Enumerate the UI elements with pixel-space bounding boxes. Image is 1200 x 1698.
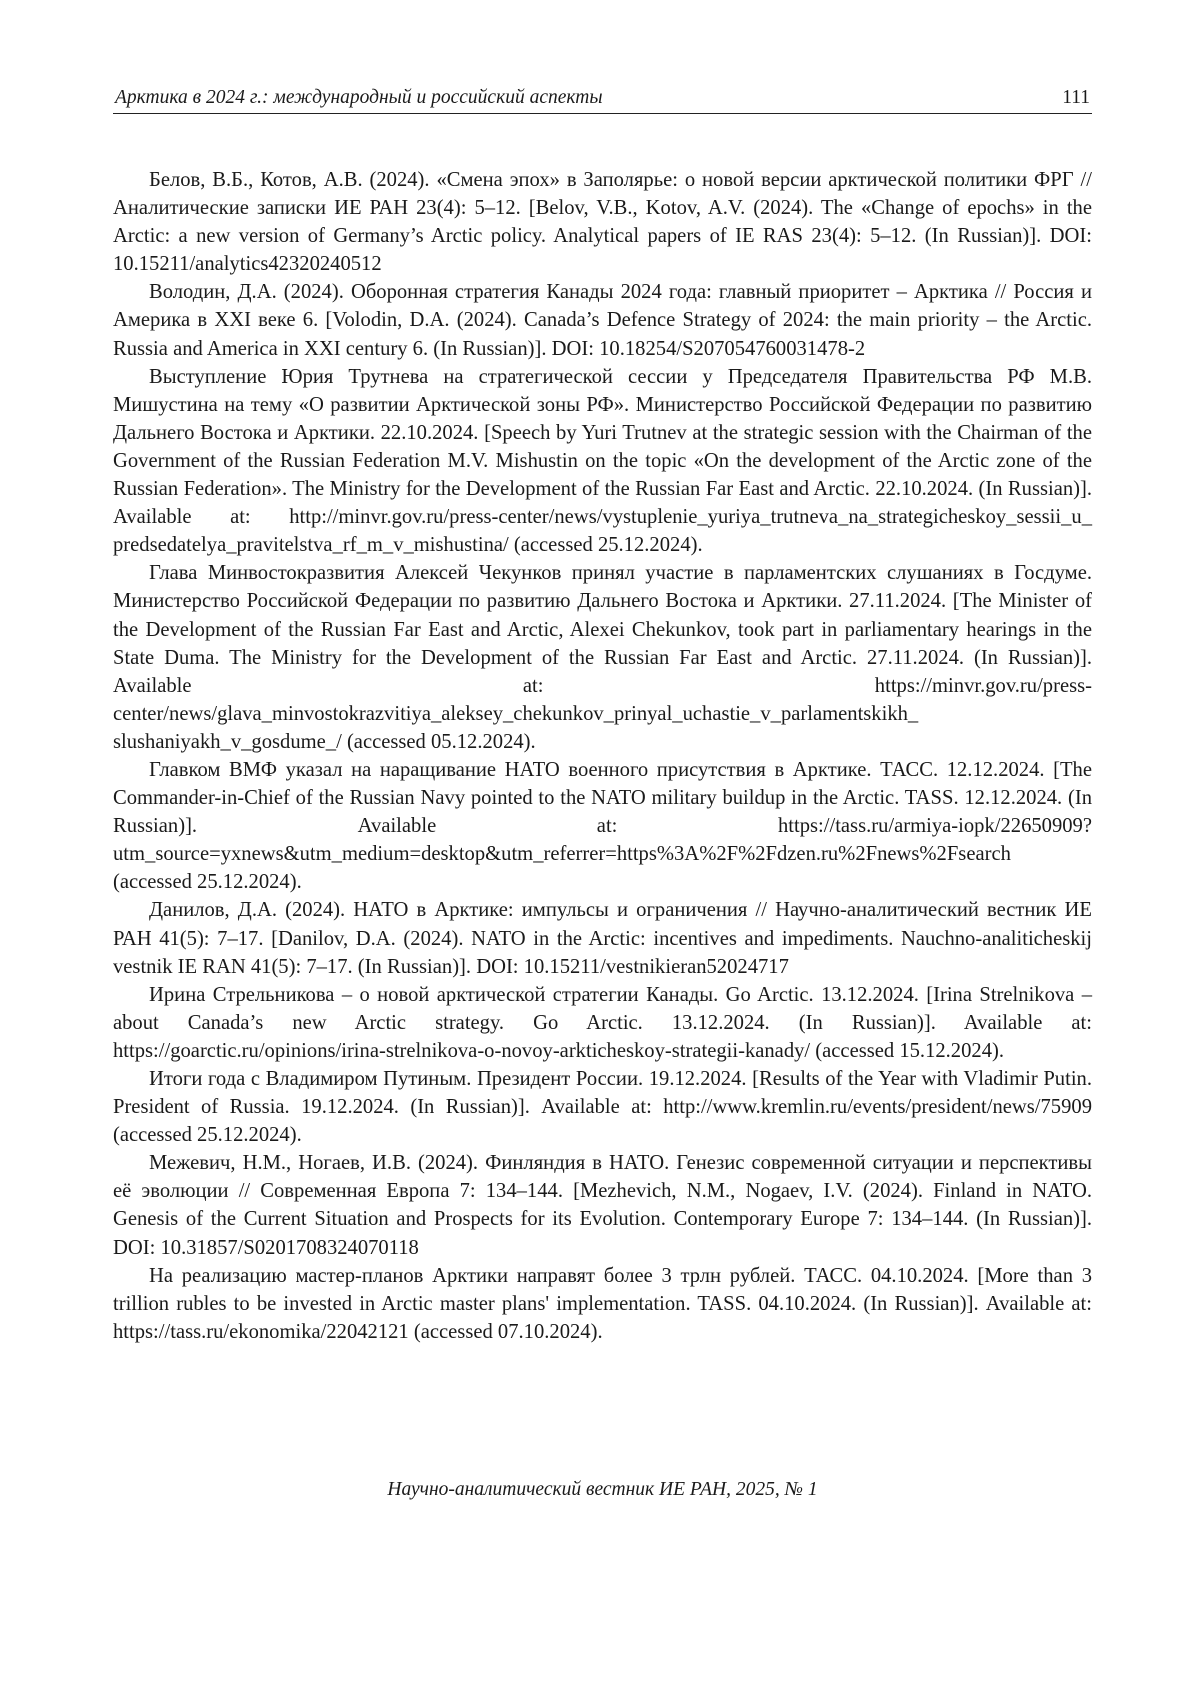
page-number: 111 xyxy=(1062,87,1090,108)
running-title: Арктика в 2024 г.: международный и российский аспекты xyxy=(115,87,603,108)
reference-entry-strelnikova: Ирина Стрельникова – о новой арктической стратегии Канады. Go Arctic. 13.12.2024. [Irina Strelnikova – about Canada’s new Arctic strategy. Go Arctic. 13.12.2024. (In Russian)]. Available at: https://goarctic.ru/opinions/irina-strelnikova-o-novoy-arkticheskoy-strategii-kanady/ (accessed 15.12.2024). xyxy=(113,983,1092,1062)
reference-entry-navy-commander: Главком ВМФ указал на наращивание НАТО военного присутствия в Арктике. ТАСС. 12.12.2024. [The Commander-in-Chief of the Russian Navy pointed to the NATO military buildup in the Arctic. TASS. 12.12.2024. (In Russian)]. Available at: https://tass.ru/armiya-iopk/22650909?utm_source=yxnews&utm_medium=desktop&utm_referrer=https%3A%2F%2Fdzen.ru%2Fnews%2Fsearch (accessed 25.12.2024). xyxy=(113,758,1092,894)
running-footer: Научно-аналитический вестник ИЕ РАН, 2025, № 1 xyxy=(387,1479,818,1500)
running-header xyxy=(113,84,1092,114)
reference-entry-chekunkov: Глава Минвостокразвития Алексей Чекунков принял участие в парламентских слушаниях в Госдуме. Министерство Российской Федерации по развитию Дальнего Востока и Арктики. 27.11.2024. [The Minister of the Development of the Russian Far East and Arctic, Alexei Chekunkov, took part in parliamentary hearings in the State Duma. The Ministry for the Development of the Russian Far East and Arctic. 27.11.2024. (In Russian)]. Available at: https://minvr.gov.ru/presscenter/news/glava_minvostokrazvitiya_aleksey_chekunkov_prinyal_uchastie_v_parlamentskikh_ slushaniyakh_v_gosdume_/ (accessed 05.12.2024). xyxy=(113,562,1092,753)
reference-entry-volodin: Володин, Д.А. (2024). Оборонная стратегия Канады 2024 года: главный приоритет – Арктика // Россия и Америка в XXI веке 6. [Volodin, D.A. (2024). Canada’s Defence Strategy of 2024: the main priority – the Arctic. Russia and America in XXI century 6. (In Russian)]. DOI: 10.18254/S207054760031478-2 xyxy=(113,281,1092,360)
reference-entry-putin-results: Итоги года с Владимиром Путиным. Президент России. 19.12.2024. [Results of the Year with Vladimir Putin. President of Russia. 19.12.2024. (In Russian)]. Available at: http://www.kremlin.ru/events/president/news/75909 (accessed 25.12.2024). xyxy=(113,1068,1092,1147)
reference-entry-mezhevich-nogaev: Межевич, Н.М., Ногаев, И.В. (2024). Финляндия в НАТО. Генезис современной ситуации и перспективы её эволюции // Современная Европа 7: 134–144. [Mezhevich, N.M., Nogaev, I.V. (2024). Finland in NATO. Genesis of the Current Situation and Prospects for its Evolution. Contemporary Europe 7: 134–144. (In Russian)]. DOI: 10.31857/S0201708324070118 xyxy=(113,1152,1092,1259)
reference-entry-arctic-master-plans: На реализацию мастер-планов Арктики направят более 3 трлн рублей. ТАСС. 04.10.2024. [More than 3 trillion rubles to be invested in Arctic master plans' implementation. TASS. 04.10.2024. (In Russian)]. Available at: https://tass.ru/ekonomika/22042121 (accessed 07.10.2024). xyxy=(113,1264,1092,1343)
reference-list xyxy=(113,166,1092,1346)
reference-entry-belov-kotov: Белов, В.Б., Котов, А.В. (2024). «Смена эпох» в Заполярье: о новой версии арктической политики ФРГ // Аналитические записки ИЕ РАН 23(4): 5–12. [Belov, V.B., Kotov, A.V. (2024). The «Change of epochs» in the Arctic: a new version of Germany’s Arctic policy. Analytical papers of IE RAS 23(4): 5–12. (In Russian)]. DOI: 10.15211/analytics42320240512 xyxy=(113,169,1092,276)
reference-entry-danilov: Данилов, Д.А. (2024). НАТО в Арктике: импульсы и ограничения // Научно-аналитический вестник ИЕ РАН 41(5): 7–17. [Danilov, D.A. (2024). NATO in the Arctic: incentives and impediments. Nauchno-analiticheskij vestnik IE RAN 41(5): 7–17. (In Russian)]. DOI: 10.15211/vestnikieran52024717 xyxy=(113,899,1092,978)
reference-entry-trutnev-speech: Выступление Юрия Трутнева на стратегической сессии у Председателя Правительства РФ М.В. Мишустина на тему «О развитии Арктической зоны РФ». Министерство Российской Федерации по развитию Дальнего Востока и Арктики. 22.10.2024. [Speech by Yuri Trutnev at the strategic session with the Chairman of the Government of the Russian Federation M.V. Mishustin on the topic «On the development of the Arctic zone of the Russian Federation». The Ministry for the Development of the Russian Far East and Arctic. 22.10.2024. (In Russian)]. Available at: http://minvr.gov.ru/press-center/news/vystuplenie_yuriya_trutneva_na_strategicheskoy_sessii_u_ predsedatelya_pravitelstva_rf_m_v_mishustina/ (accessed 25.12.2024). xyxy=(113,365,1092,557)
